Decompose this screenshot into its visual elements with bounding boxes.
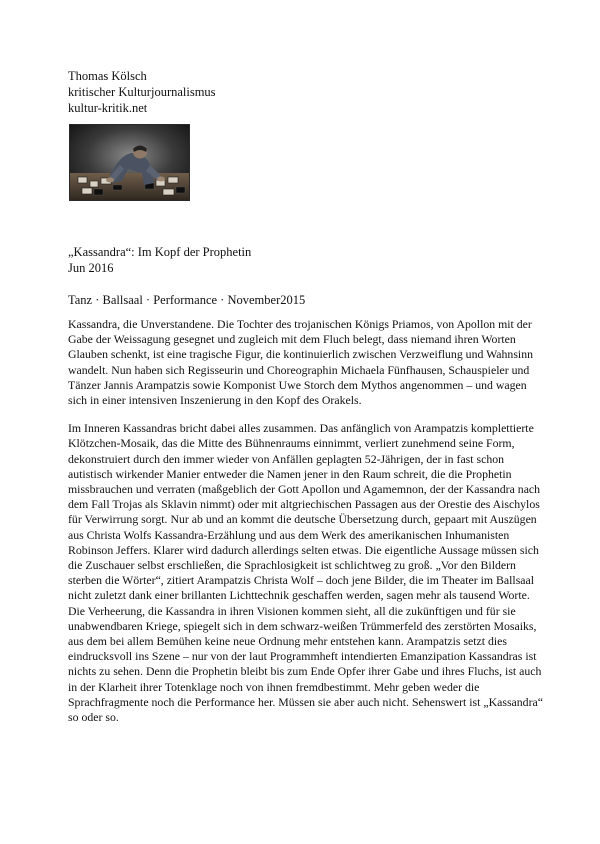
author-header bbox=[68, 68, 216, 116]
article-title: „Kassandra“: Im Kopf der Prophetin bbox=[68, 245, 252, 259]
author-role: kritischer Kulturjournalismus bbox=[68, 85, 216, 99]
author-site: kultur-kritik.net bbox=[68, 101, 148, 115]
paragraph: Kassandra, die Unverstandene. Die Tochter des trojanischen Königs Priamos, von Apollon mit der Gabe der Weissagung gesegnet und zugleich mit dem Fluch belegt, dass niemand ihren Worten Glauben schenkt, ist eine tragische Figur, die kontinuierlich zwischen Verzweiflung und Wahnsinn wandelt. Nun haben sich Regisseurin und Choreographin Michaela Fünfhausen, Schauspieler und Tänzer Jannis Arampatzis sowie Komponist Uwe Storch dem Mythos angenommen – und wagen sich in einer intensiven Inszenierung in den Kopf des Orakels. bbox=[68, 317, 533, 408]
performance-photo bbox=[69, 124, 190, 201]
article-tags: Tanz · Ballsaal · Performance · November2015 bbox=[68, 293, 306, 307]
article-date: Jun 2016 bbox=[68, 261, 114, 275]
article-body bbox=[68, 317, 548, 725]
article-heading bbox=[68, 244, 251, 276]
author-name: Thomas Kölsch bbox=[68, 69, 147, 83]
paragraph: Im Inneren Kassandras bricht dabei alles zusammen. Das anfänglich von Arampatzis komplettierte Klötzchen-Mosaik, das die Mitte des Bühnenraums einnimmt, verliert zunehmend seine Form, dekonstruiert durch den immer wieder von Anfällen geplagten 52-Jährigen, der in fast schon autistisch wirkender Manier entweder die Namen jener in den Raum schreit, die die Prophetin missbrauchen und verraten (maßgeblich der Gott Apollon und Agamemnon, der der Kassandra nach dem Fall Trojas als Sklavin nimmt) oder mit altgriechischen Passagen aus der Orestie des Aischylos für Verwirrung sorgt. Nur ab und an kommt die deutsche Übersetzung durch, gepaart mit Auszügen aus Christa Wolfs Kassandra-Erzählung und aus dem Werk des amerikanischen Inhumanisten Robinson Jeffers. Klarer wird dadurch allerdings selten etwas. Die eigentliche Aussage müssen sich die Zuschauer selbst erschließen, die Sprachlosigkeit ist schlichtweg zu groß. „Vor den Bildern sterben die Wörter“, zitiert Arampatzis Christa Wolf – doch jene Bilder, die im Theater im Ballsaal nicht zuletzt dank einer brillanten Lichttechnik geschaffen werden, sagen mehr als tausend Worte. Die Verheerung, die Kassandra in ihren Visionen kommen sieht, all die zukünftigen und für sie unabwendbaren Kriege, spiegelt sich in dem schwarz-weißen Trümmerfeld des zerstörten Mosaiks, aus dem bei allem Bemühen keine neue Ordnung mehr entstehen kann. Arampatzis setzt dies eindrucksvoll ins Szene – nur von der laut Programmheft intendierten Emanzipation Kassandras ist nichts zu sehen. Denn die Prophetin bleibt bis zum Ende Opfer ihrer Gabe und ihres Fluchs, ist auch in der Klarheit ihrer Totenklage noch von ihnen fremdbestimmt. Mehr geben weder die Sprachfragmente noch die Performance her. Müssen sie aber auch nicht. Sehenswert ist „Kassandra“ so oder so. bbox=[68, 421, 543, 725]
